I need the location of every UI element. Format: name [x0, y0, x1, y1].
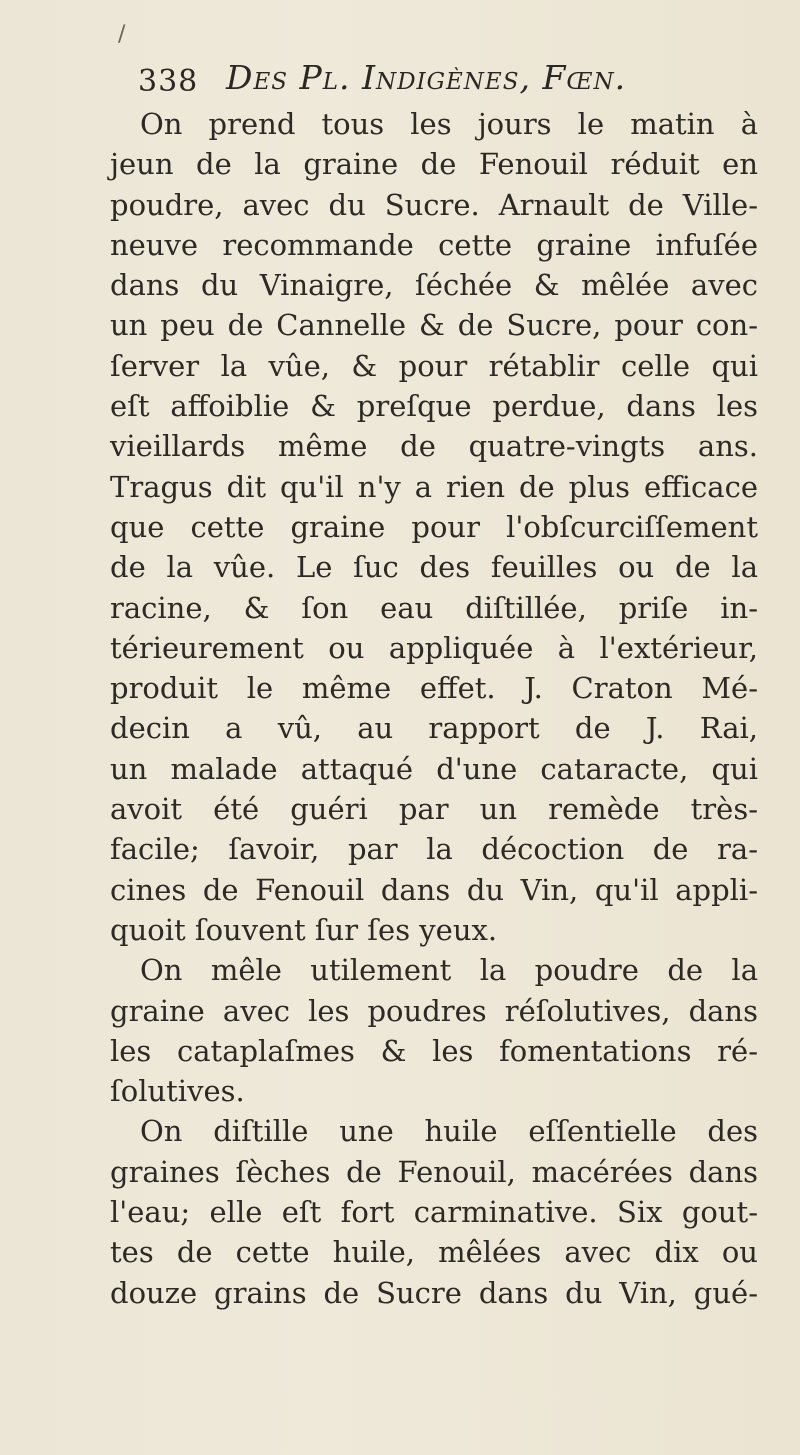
- text-line: dans du Vinaigre, ſéchée & mêlée avec: [110, 268, 758, 303]
- text-line: graines ſèches de Fenouil, macérées dans: [110, 1154, 758, 1189]
- text-line: avoit été guéri par un remède très-: [110, 792, 758, 827]
- body-text: [110, 104, 758, 1313]
- page-header: [138, 58, 718, 102]
- text-line: racine, & ſon eau diſtillée, priſe in-: [110, 590, 758, 625]
- text-line: cines de Fenouil dans du Vin, qu'il appli-: [110, 872, 758, 907]
- text-line: Tragus dit qu'il n'y a rien de plus efficace: [110, 469, 758, 504]
- text-line: les cataplaſmes & les fomentations ré-: [110, 1033, 758, 1068]
- text-line: douze grains de Sucre dans du Vin, gué-: [110, 1275, 758, 1310]
- page-number: 338: [138, 64, 199, 99]
- text-line: l'eau; elle eſt fort carminative. Six gout-: [110, 1195, 758, 1230]
- text-line: un malade attaqué d'une cataracte, qui: [110, 751, 758, 786]
- text-line: térieurement ou appliquée à l'extérieur,: [110, 630, 758, 665]
- text-line: de la vûe. Le ſuc des feuilles ou de la: [110, 550, 758, 585]
- text-line: neuve recommande cette graine infuſée: [110, 227, 758, 262]
- text-line: eſt affoiblie & preſque perdue, dans les: [110, 389, 758, 424]
- text-line: tes de cette huile, mêlées avec dix ou: [110, 1235, 758, 1270]
- text-line: ſerver la vûe, & pour rétablir celle qui: [110, 348, 758, 383]
- text-line: un peu de Cannelle & de Sucre, pour con-: [110, 308, 758, 343]
- text-line: poudre, avec du Sucre. Arnault de Ville-: [110, 187, 758, 222]
- text-line: ſolutives.: [110, 1074, 245, 1109]
- text-line: decin a vû, au rapport de J. Rai,: [110, 711, 758, 746]
- running-title: Des Pl. Indigènes, Fœn.: [226, 58, 627, 97]
- text-line: graine avec les poudres réſolutives, dans: [110, 993, 758, 1028]
- text-line: quoit ſouvent ſur ſes yeux.: [110, 912, 498, 947]
- text-line: On diſtille une huile eſſentielle des: [140, 1114, 758, 1149]
- text-line: facile; ſavoir, par la décoction de ra-: [110, 832, 758, 867]
- text-line: vieillards même de quatre-vingts ans.: [110, 429, 758, 464]
- text-line: On prend tous les jours le matin à: [140, 107, 758, 141]
- text-line: produit le même effet. J. Craton Mé-: [110, 671, 758, 706]
- margin-mark: /: [118, 22, 126, 47]
- text-line: que cette graine pour l'obſcurciſſement: [110, 509, 758, 544]
- text-line: jeun de la graine de Fenouil réduit en: [110, 147, 758, 182]
- text-line: On mêle utilement la poudre de la: [140, 953, 758, 988]
